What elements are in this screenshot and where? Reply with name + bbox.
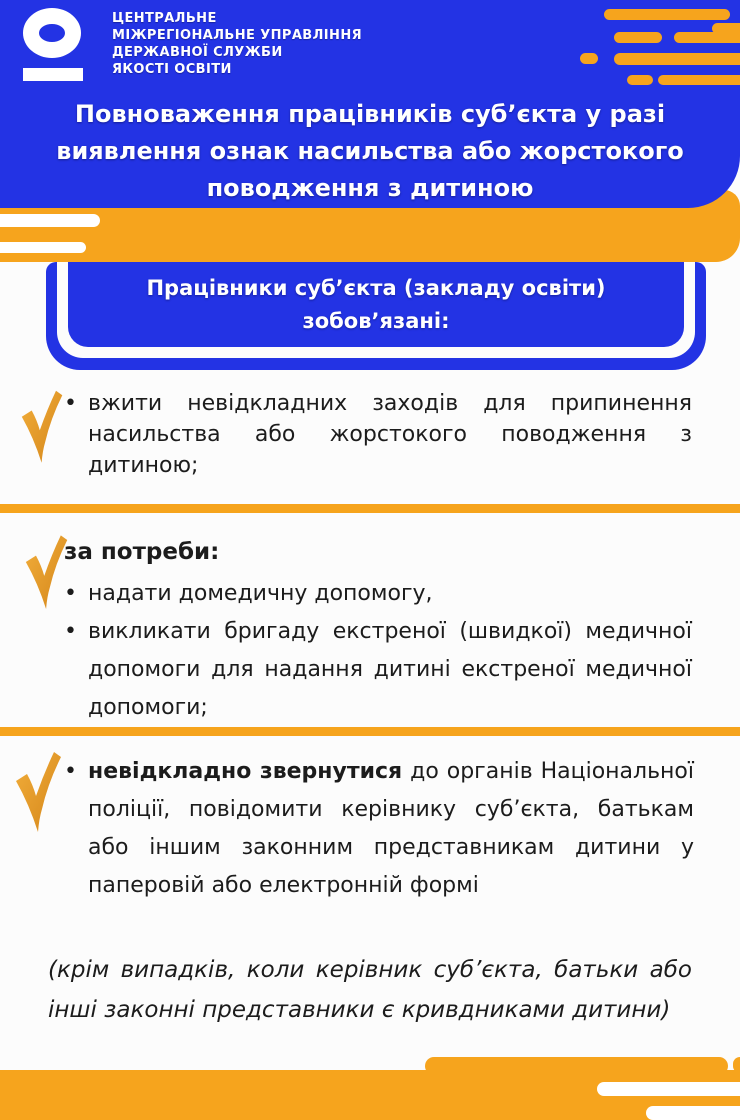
- bullet-dot: •: [64, 759, 77, 784]
- section-duties-1: [64, 388, 692, 481]
- bullet-dot: •: [64, 581, 77, 606]
- list-item: [64, 388, 692, 481]
- bullet-dot: •: [64, 391, 77, 416]
- subheader-line: Працівники суб’єкта (закладу освіти): [146, 276, 606, 300]
- subheader-line: зобов’язані:: [302, 309, 450, 333]
- speed-dash-icon: [627, 75, 653, 85]
- org-name-line: ЦЕНТРАЛЬНЕ: [112, 11, 217, 26]
- bullet-dot: •: [64, 619, 77, 644]
- list-item: [64, 613, 692, 727]
- speed-dash-icon: [580, 53, 598, 64]
- list-item-text: [88, 753, 694, 905]
- logo-ring-icon: [23, 8, 81, 58]
- org-name: [112, 10, 362, 78]
- poster-title: [0, 96, 740, 207]
- speed-dash-left-icon: [0, 242, 86, 253]
- poster-title-line: виявлення ознак насильства або жорстокого: [56, 137, 684, 165]
- list-item: [64, 575, 692, 613]
- speed-dash-left-icon: [0, 214, 100, 227]
- org-name-line: МІЖРЕГІОНАЛЬНЕ УПРАВЛІННЯ: [112, 28, 363, 43]
- section-duties-2: [64, 537, 692, 727]
- section-duties-3: [64, 753, 694, 905]
- speed-dash-icon: [646, 1106, 740, 1120]
- list-item-text: викликати бригаду екстреної (швидкої) медичної допомоги для надання дитині екстреної медичної допомоги;: [88, 619, 692, 720]
- org-name-line: ЯКОСТІ ОСВІТИ: [112, 62, 232, 77]
- list-item: [64, 753, 694, 905]
- orange-divider: [0, 504, 740, 513]
- poster-title-line: поводження з дитиною: [206, 174, 534, 202]
- speed-dash-icon: [658, 75, 740, 85]
- speed-dash-icon: [674, 32, 740, 43]
- subheader-box-inner: [68, 262, 684, 347]
- list-item-text: вжити невідкладних заходів для припинення насильства або жорстокого поводження з дитиною;: [88, 391, 692, 478]
- speed-dash-icon: [614, 32, 662, 43]
- footnote: (крім випадків, коли керівник суб’єкта, батьки або інші законні представники є кривдниками дитини): [48, 957, 692, 1023]
- speed-dash-icon: [614, 53, 740, 65]
- list-item-lead: невідкладно звернутися: [88, 759, 403, 784]
- org-logo-icon: [22, 6, 84, 82]
- check-icon: [14, 748, 64, 840]
- poster-title-line: Повноваження працівників суб’єкта у разі: [74, 100, 666, 128]
- org-name-line: ДЕРЖАВНОЇ СЛУЖБИ: [112, 45, 283, 60]
- section-heading: за потреби:: [64, 539, 220, 565]
- check-icon: [20, 386, 65, 471]
- header-panel: [0, 0, 740, 208]
- orange-divider: [0, 727, 740, 736]
- list-item-rest: до органів Національної поліції, повідомити керівнику суб’єкта, батькам або іншим законним представникам дитини у паперовій або електронній формі: [88, 759, 695, 898]
- subheader-box: [46, 262, 706, 370]
- subheader-box-gap: [57, 262, 695, 358]
- speed-dash-icon: [604, 9, 730, 20]
- logo-bar-icon: [23, 68, 83, 81]
- speed-dash-icon: [597, 1082, 740, 1096]
- brand: [22, 4, 362, 82]
- list-item-text: надати домедичну допомогу,: [88, 581, 433, 606]
